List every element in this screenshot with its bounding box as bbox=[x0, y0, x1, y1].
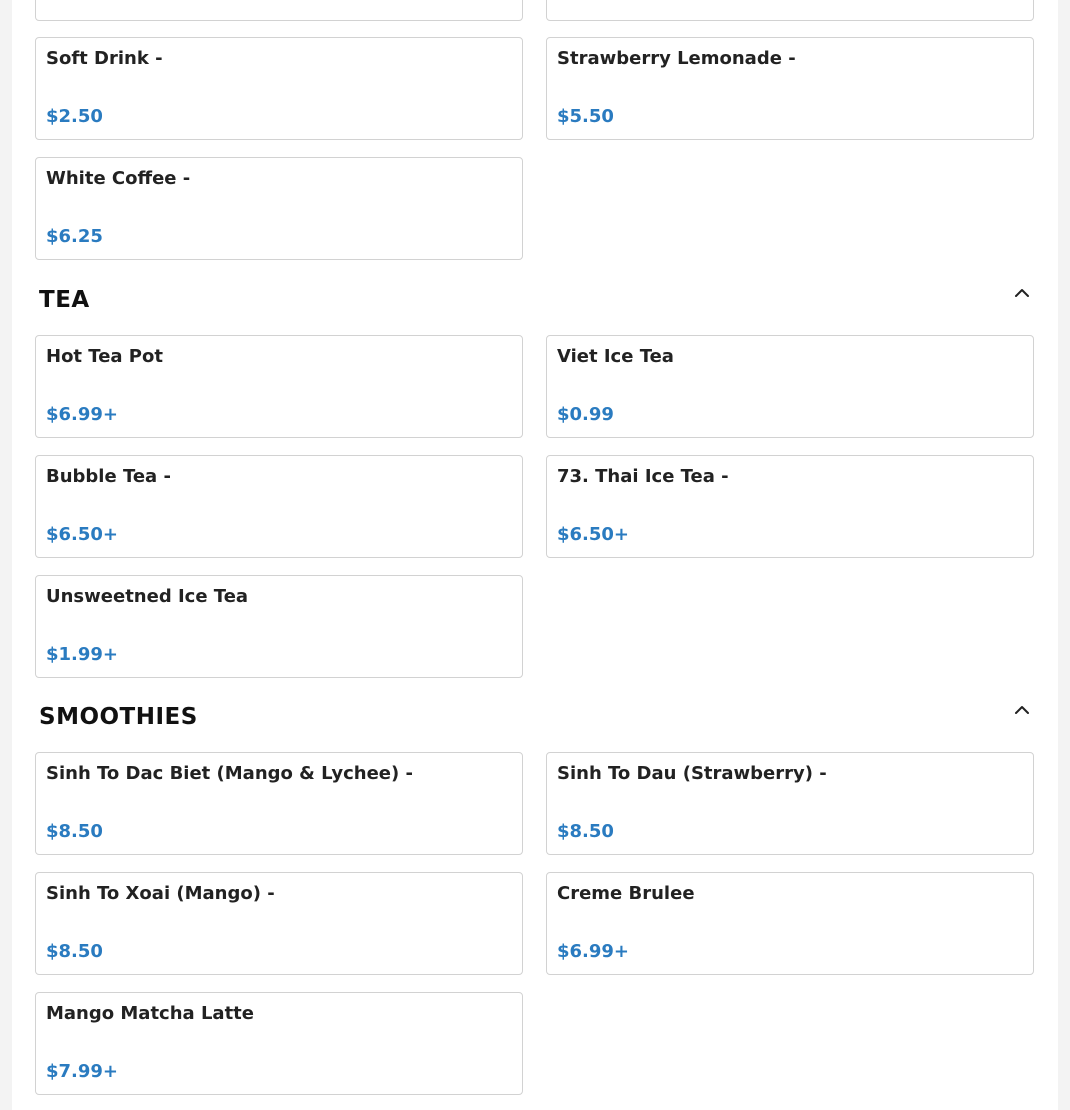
menu-item-card[interactable] bbox=[35, 752, 523, 855]
chevron-up-icon[interactable] bbox=[1012, 700, 1032, 720]
menu-item-price: $1.99+ bbox=[46, 644, 119, 665]
menu-item-name: White Coffee - bbox=[46, 168, 191, 189]
menu-item-price: $6.99+ bbox=[557, 941, 630, 962]
menu-item-card[interactable] bbox=[35, 872, 523, 975]
menu-item-card[interactable] bbox=[546, 872, 1034, 975]
menu-item-price: $6.99+ bbox=[46, 404, 119, 425]
menu-item-card[interactable] bbox=[35, 0, 523, 21]
menu-item-card[interactable] bbox=[546, 0, 1034, 21]
menu-item-name: Bubble Tea - bbox=[46, 466, 171, 487]
menu-item-card[interactable] bbox=[35, 37, 523, 140]
menu-item-name: Soft Drink - bbox=[46, 48, 163, 69]
previous-section-grid bbox=[35, 0, 1034, 21]
tea-section-header[interactable] bbox=[39, 283, 1034, 317]
menu-item-name: Hot Tea Pot bbox=[46, 346, 163, 367]
menu-item-price: $6.25 bbox=[46, 226, 103, 247]
menu-item-name: Mango Matcha Latte bbox=[46, 1003, 254, 1024]
menu-item-card[interactable] bbox=[546, 335, 1034, 438]
menu-item-card[interactable] bbox=[546, 455, 1034, 558]
menu-item-card[interactable] bbox=[35, 157, 523, 260]
menu-item-card[interactable] bbox=[35, 575, 523, 678]
menu-item-price: $8.50 bbox=[46, 821, 103, 842]
menu-item-name: Sinh To Xoai (Mango) - bbox=[46, 883, 275, 904]
menu-item-name: 73. Thai Ice Tea - bbox=[557, 466, 729, 487]
tea-items-grid bbox=[35, 335, 1034, 678]
section-title: SMOOTHIES bbox=[39, 704, 198, 730]
menu-item-name: Creme Brulee bbox=[557, 883, 695, 904]
menu-item-card[interactable] bbox=[546, 37, 1034, 140]
menu-item-card[interactable] bbox=[546, 752, 1034, 855]
menu-item-price: $8.50 bbox=[557, 821, 614, 842]
drinks-items-grid bbox=[35, 37, 1034, 260]
smoothies-section-header[interactable] bbox=[39, 700, 1034, 734]
menu-item-name: Viet Ice Tea bbox=[557, 346, 674, 367]
menu-item-card[interactable] bbox=[35, 455, 523, 558]
menu-item-card[interactable] bbox=[35, 992, 523, 1095]
smoothies-items-grid bbox=[35, 752, 1034, 1095]
menu-item-name: Unsweetned Ice Tea bbox=[46, 586, 249, 607]
menu-page bbox=[12, 0, 1058, 1110]
chevron-up-icon[interactable] bbox=[1012, 283, 1032, 303]
menu-item-card[interactable] bbox=[35, 335, 523, 438]
menu-item-price: $2.50 bbox=[46, 106, 103, 127]
menu-item-name: Sinh To Dac Biet (Mango & Lychee) - bbox=[46, 763, 413, 784]
menu-item-name: Sinh To Dau (Strawberry) - bbox=[557, 763, 827, 784]
menu-item-price: $8.50 bbox=[46, 941, 103, 962]
menu-item-name: Strawberry Lemonade - bbox=[557, 48, 796, 69]
section-title: TEA bbox=[39, 287, 90, 313]
menu-item-price: $6.50+ bbox=[557, 524, 630, 545]
menu-item-price: $0.99 bbox=[557, 404, 614, 425]
menu-item-price: $7.99+ bbox=[46, 1061, 119, 1082]
menu-item-price: $5.50 bbox=[557, 106, 614, 127]
menu-item-price: $6.50+ bbox=[46, 524, 119, 545]
